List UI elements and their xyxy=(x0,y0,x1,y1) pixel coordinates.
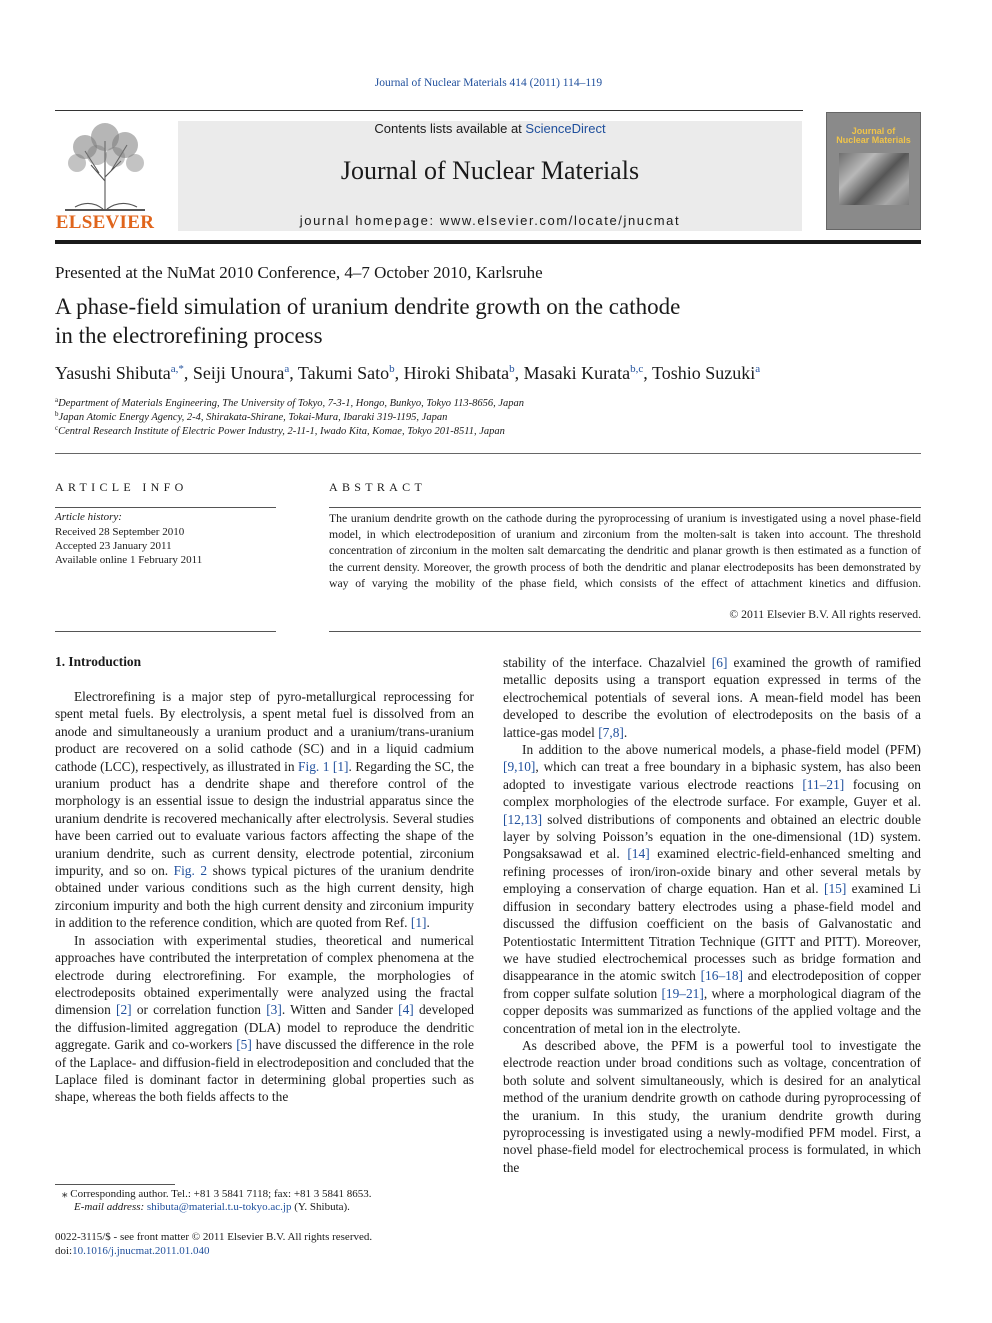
author-separator: , xyxy=(394,363,404,383)
doi-label: doi: xyxy=(55,1245,73,1257)
paragraph-text: solved distributions of components and obtained an electric double layer by solving Poisson’s equation in the one-dimensional (1D) system. Pongsaksawad et al. xyxy=(503,811,921,862)
footnote-rule xyxy=(55,1184,175,1185)
paragraph-text: , which can treat a free boundary in a biphasic system, has also been adopted to investigate various electrode reactions xyxy=(503,759,921,792)
cover-title-line2: Nuclear Materials xyxy=(836,135,911,145)
affiliation-marker: b xyxy=(55,410,59,418)
abstract-rule-bottom xyxy=(329,631,921,632)
elsevier-wordmark: ELSEVIER xyxy=(55,212,155,233)
author-name: Toshio Suzuki xyxy=(651,363,756,383)
history-received: Received 28 September 2010 xyxy=(55,526,185,538)
author-name: Masaki Kurata xyxy=(523,363,631,383)
citation-link[interactable]: [1] xyxy=(410,915,427,931)
citation-link[interactable]: [5] xyxy=(236,1037,252,1053)
paragraph-text: . xyxy=(623,724,628,740)
email-suffix: (Y. Shibuta). xyxy=(291,1201,350,1213)
doi-line xyxy=(55,1245,210,1257)
citation-link[interactable]: [9,10] xyxy=(503,759,536,775)
abstract-rule-top xyxy=(329,507,921,508)
abstract-heading: ABSTRACT xyxy=(329,480,427,494)
body-paragraph xyxy=(503,741,921,1037)
journal-name: Journal of Nuclear Materials xyxy=(340,156,640,185)
abstract-text: The uranium dendrite growth on the cathode during the pyroprocessing of uranium is investigated using a novel phase-field model, in which electrodeposition of uranium and zirconium from the molten-salt is taken into account. The threshold concentration of zirconium in the molten salt demarcating the dendritic and planar growth is then estimated as a function of the current density. Moreover, the growth process of both the dendritic and planar electrodeposits has been demonstrated by way of varying the mobility of the phase field, which consists of the effect of attachment kinetics and diffusion. xyxy=(329,512,921,590)
author-affiliation-marker[interactable]: b,c xyxy=(630,363,644,375)
history-label: Article history: xyxy=(55,511,122,523)
affiliation-text: Japan Atomic Energy Agency, 2-4, Shirakata-Shirane, Tokai-Mura, Ibaraki 319-1195, Japan xyxy=(58,412,448,423)
paragraph-text: examined Li diffusion in secondary battery electrodes using a phase-field model and discussed the diffusion coefficient on the basis of Galvanostatic and Potentiostatic Intermittent Titration Technique (GITT and PITT). Moreover, we have studied electrochemical processes such as bridge formation and disappearance in the atomic switch xyxy=(503,881,921,984)
paragraph-text: shows typical pictures of the uranium dendrite obtained under various conditions such as the high current density, high zirconium impurity and both the high current density and zirconium impurity in addition to the reference condition, which are quoted from Ref. xyxy=(55,863,474,931)
email-line xyxy=(74,1201,350,1213)
paragraph-text: In association with experimental studies, theoretical and numerical approaches have contributed the interpretation of complex phenomena at the electrode during electrorefining. For example, the morphologies of electrodeposits obtained experimentally were analyzed using the fractal dimension xyxy=(55,932,474,1018)
affiliation-rule xyxy=(55,453,921,454)
affiliation-text: Central Research Institute of Electric Power Industry, 2-11-1, Iwado Kita, Komae, Tokyo 201-8511, Japan xyxy=(58,426,505,437)
paragraph-text: , where a morphological diagram of the copper deposits was summarized as functions of the applied voltage and the concentration of metal ion in the electrolyte. xyxy=(503,985,922,1036)
author-name: Seiji Unoura xyxy=(192,363,285,383)
header-thick-rule xyxy=(55,240,921,244)
paragraph-text: . Regarding the SC, the uranium product has a dendrite shape and therefore control of the morphology is an essential issue to design the industrial apparatus since the uranium dendrite is recovered mechanically after electrolysis. Several studies have been carried out to evaluate various factors affecting the shape of the uranium dendrite, such as current density, electrode potential, zirconium impurity, and so on. xyxy=(55,758,474,879)
conference-note: Presented at the NuMat 2010 Conference, 4–7 October 2010, Karlsruhe xyxy=(55,263,543,282)
citation-link[interactable]: [2] xyxy=(116,1002,132,1018)
sciencedirect-link[interactable]: ScienceDirect xyxy=(525,121,606,136)
citation-link[interactable]: [4] xyxy=(398,1002,414,1018)
affiliation-text: Department of Materials Engineering, The University of Tokyo, 7-3-1, Hongo, Bunkyo, Tokyo 113-8656, Japan xyxy=(58,398,525,409)
paragraph-text: stability of the interface. Chazalviel xyxy=(503,655,712,670)
author-separator: , xyxy=(514,363,524,383)
corresponding-author-note: ⁎ Corresponding author. Tel.: +81 3 5841 7118; fax: +81 3 5841 8653. xyxy=(62,1188,372,1200)
author-name: Yasushi Shibuta xyxy=(55,363,171,383)
email-label: E-mail address: xyxy=(74,1201,147,1213)
author-separator: , xyxy=(289,363,298,383)
affiliation-marker: a xyxy=(55,396,59,404)
paragraph-text: In addition to the above numerical models, a phase-field model (PFM) xyxy=(522,742,921,758)
paragraph-text: Electrorefining is a major step of pyro-metallurgical reprocessing for spent metal fuels. By electrolysis, a spent metal fuel is dissolved from an anode and simultaneously a uranium product and a uranium/trans-uranium product are recovered on a solid cathode (SC) and in a liquid cadmium cathode (LCC), respectively, as illustrated in xyxy=(55,689,474,774)
citation-link[interactable]: [19–21] xyxy=(661,985,704,1001)
author-affiliation-marker[interactable]: b xyxy=(509,363,515,375)
affiliation-b xyxy=(55,410,447,423)
cover-image xyxy=(839,153,909,205)
paragraph-text: developed the diffusion-limited aggregation (DLA) model to reproduce the dendritic aggregate. Garik and co-workers xyxy=(55,1002,475,1053)
citation-link[interactable]: Fig. 1 xyxy=(298,758,330,774)
doi-link[interactable]: 10.1016/j.jnucmat.2011.01.040 xyxy=(72,1245,210,1257)
paragraph-text: focusing on complex morphologies of the electrode surface. For example, Guyer et al. xyxy=(503,776,921,810)
header-rule xyxy=(55,110,803,111)
citation-link[interactable]: [16–18] xyxy=(700,968,743,984)
author-name: Hiroki Shibata xyxy=(403,363,510,383)
affiliation-marker: c xyxy=(55,424,59,432)
contents-prefix: Contents lists available at xyxy=(374,121,526,136)
paragraph-text: have discussed the difference in the role of the Laplace- and diffusion-field in electrodeposition and concluded that the Laplace filed is dominant factor in determining global properties such as shape, whereas the both fields affects to the xyxy=(55,1037,474,1105)
contents-line xyxy=(178,121,802,136)
citation-link[interactable]: [12,13] xyxy=(503,811,543,827)
paragraph-text: and electrodeposition of copper from copper sulfate solution xyxy=(503,968,922,1001)
body-paragraph xyxy=(55,688,474,932)
article-info-heading: ARTICLE INFO xyxy=(55,480,188,494)
journal-cover-thumbnail xyxy=(826,112,921,230)
issn-line: 0022-3115/$ - see front matter © 2011 Elsevier B.V. All rights reserved. xyxy=(55,1231,373,1243)
history-online: Available online 1 February 2011 xyxy=(55,554,203,566)
author-name: Takumi Sato xyxy=(297,363,390,383)
paragraph-text: or correlation function xyxy=(131,1002,267,1018)
author-affiliation-marker[interactable]: a,* xyxy=(170,363,184,375)
author-separator: , xyxy=(183,363,193,383)
author-list xyxy=(55,363,760,384)
body-paragraph xyxy=(55,932,474,1106)
citation-link[interactable]: [3] xyxy=(266,1002,282,1018)
title-line-2: in the electrorefining process xyxy=(55,323,323,348)
article-info-rule-bottom xyxy=(55,631,276,632)
citation-link[interactable]: [11–21] xyxy=(802,776,845,792)
author-affiliation-marker[interactable]: b xyxy=(389,363,395,375)
paragraph-text: . xyxy=(426,915,430,931)
email-link[interactable]: shibuta@material.t.u-tokyo.ac.jp xyxy=(146,1201,292,1213)
journal-homepage[interactable]: journal homepage: www.elsevier.com/locate/jnucmat xyxy=(299,213,681,228)
body-column-left xyxy=(55,688,474,1106)
body-paragraph xyxy=(503,654,921,741)
citation-link[interactable]: [6] xyxy=(711,655,728,670)
cover-title xyxy=(827,127,920,145)
journal-reference[interactable]: Journal of Nuclear Materials 414 (2011) 114–119 xyxy=(374,77,603,89)
article-title xyxy=(55,292,915,350)
author-affiliation-marker[interactable]: a xyxy=(284,363,290,375)
citation-link[interactable]: Fig. 2 xyxy=(173,863,208,879)
article-info-rule-top xyxy=(55,507,276,508)
author-separator: , xyxy=(643,363,652,383)
title-line-1: A phase-field simulation of uranium dendrite growth on the cathode xyxy=(55,294,681,319)
citation-link[interactable]: [14] xyxy=(627,846,650,862)
section-heading: 1. Introduction xyxy=(55,654,142,669)
body-paragraph xyxy=(503,1037,921,1176)
citation-link[interactable]: [7,8] xyxy=(598,724,624,740)
paragraph-text: As described above, the PFM is a powerful tool to investigate the electrode reaction under broad conditions such as voltage, concentration of both solute and solvent simultaneously, which is desired for an analytical method of the uranium dendrite growth on cathode during pyroprocessing of the uranium. In this study, the uranium dendrite growth during pyroprocessing is investigated using a newly-modified PFM model. First, a novel phase-field model for electrochemical process is formulated, in which the xyxy=(503,1037,921,1175)
cover-title-line1: Journal of xyxy=(851,126,896,136)
abstract-copyright: © 2011 Elsevier B.V. All rights reserved. xyxy=(729,608,921,621)
paragraph-text: . Witten and Sander xyxy=(281,1002,399,1018)
paragraph-text: examined electric-field-enhanced smelting and refining processes of iron/iron-oxide binary and other several metals by employing a conservation of charge equation. Han et al. xyxy=(503,846,921,897)
affiliation-c xyxy=(55,424,505,437)
body-column-right xyxy=(503,654,921,1176)
history-accepted: Accepted 23 January 2011 xyxy=(55,540,172,552)
citation-link[interactable]: [1] xyxy=(332,758,349,774)
paragraph-text: examined the growth of ramified metallic deposits using a transport equation expressed in terms of the electrochemical potentials of several ions. A mean-field model has been developed to describe the evolution of electrodeposits on the basis of a lattice-gas model xyxy=(503,655,921,740)
author-affiliation-marker[interactable]: a xyxy=(755,363,761,375)
citation-link[interactable]: [15] xyxy=(823,881,847,897)
affiliation-a xyxy=(55,396,524,409)
